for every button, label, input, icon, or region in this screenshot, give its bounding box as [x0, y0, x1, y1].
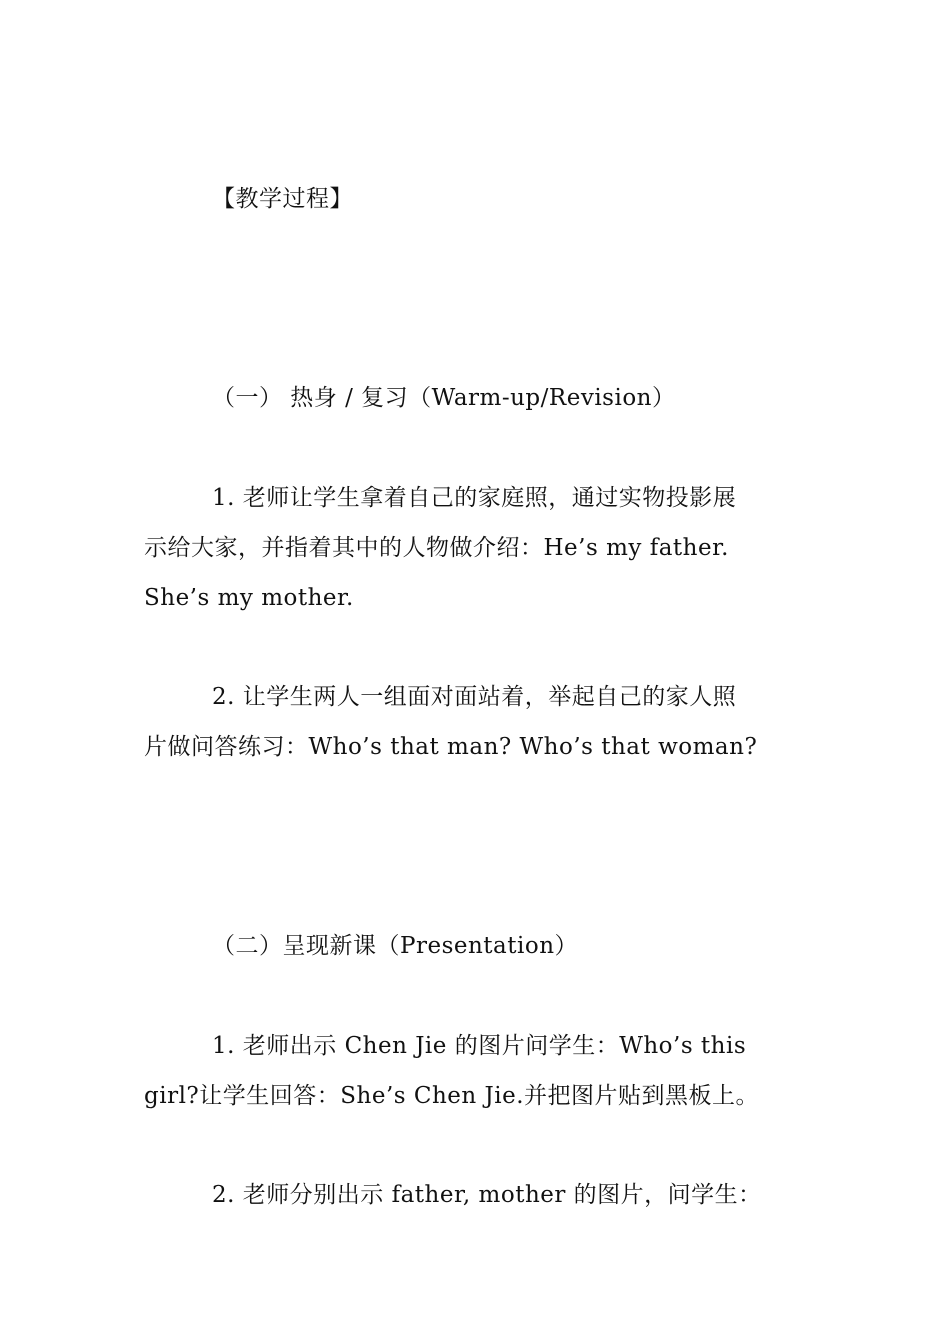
section2-item2-line1: 2. 老师分别出示 father, mother 的图片，问学生：	[212, 1182, 762, 1208]
section2-heading: （二）呈现新课（Presentation）	[212, 933, 579, 959]
section2-item1-line1: 1. 老师出示 Chen Jie 的图片问学生：Who’s this	[212, 1033, 747, 1059]
section1-item2-line1: 2. 让学生两人一组面对面站着，举起自己的家人照	[212, 684, 737, 710]
section1-item1-line1: 1. 老师让学生拿着自己的家庭照，通过实物投影展	[212, 485, 737, 511]
section1-item1-line3: She’s my mother.	[144, 585, 354, 611]
section1-item1-line2: 示给大家，并指着其中的人物做介绍：He’s my father.	[144, 535, 729, 561]
section2-item1-line2: girl?让学生回答：She’s Chen Jie.并把图片贴到黑板上。	[144, 1083, 760, 1109]
document-title: 【教学过程】	[212, 186, 353, 212]
section1-heading: （一） 热身 / 复习（Warm-up/Revision）	[212, 385, 676, 411]
section1-item2-line2: 片做问答练习：Who’s that man? Who’s that woman?	[144, 734, 758, 760]
